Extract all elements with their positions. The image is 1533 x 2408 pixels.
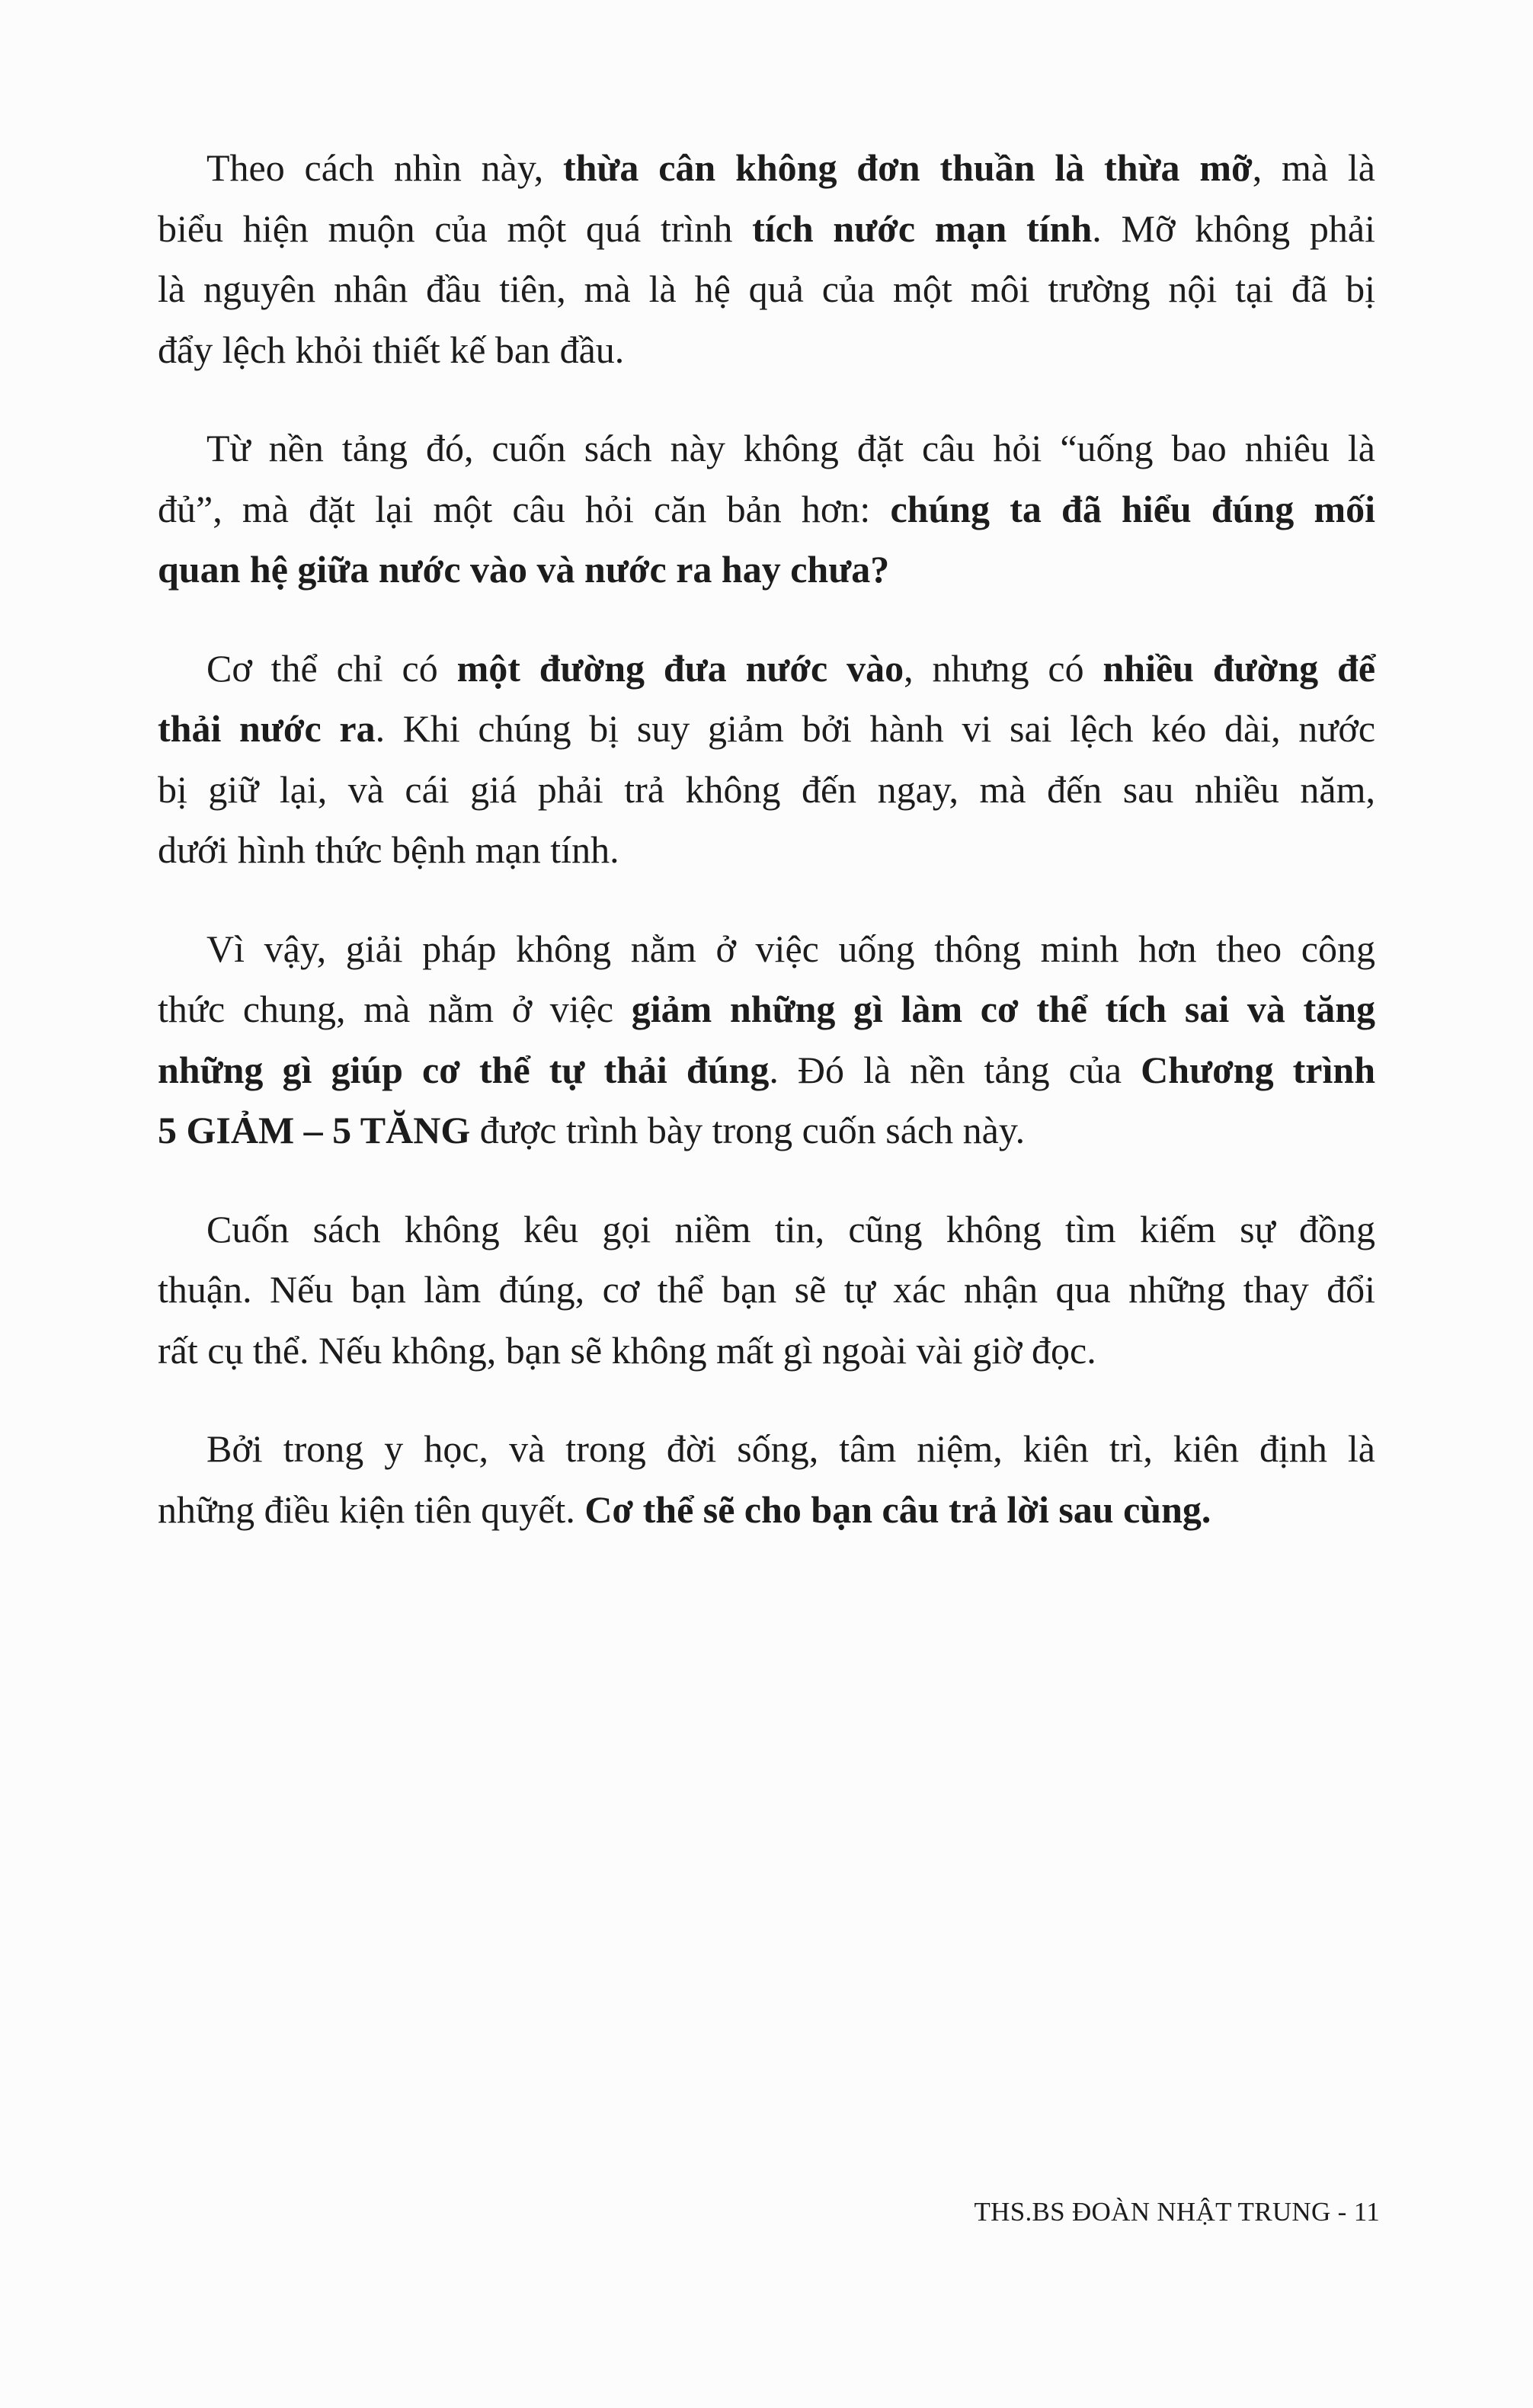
text-line [158, 479, 1375, 540]
text-run: rất cụ thể. Nếu không, bạn sẽ không mất gì ngoài vài giờ đọc. [158, 1328, 1096, 1372]
text-run: . Khi chúng bị suy giảm bởi hành vi sai lệch kéo dài, nước [375, 707, 1376, 750]
text-run: bị giữ lại, và cái giá phải trả không đến ngay, mà đến sau nhiều năm, [158, 767, 1375, 811]
text-run: đủ”, mà đặt lại một câu hỏi căn bản hơn: [158, 487, 891, 530]
bold-text-run: quan hệ giữa nước vào và nước ra hay chưa? [158, 548, 890, 591]
paragraph [158, 418, 1375, 600]
text-run: thuận. Nếu bạn làm đúng, cơ thể bạn sẽ tự xác nhận qua những thay đổi [158, 1268, 1375, 1311]
text-line [158, 639, 1375, 700]
text-line [158, 418, 1375, 479]
bold-text-run: thừa cân không đơn thuần là thừa mỡ [562, 146, 1253, 189]
text-run: , mà là [1252, 146, 1376, 189]
text-line [158, 540, 1375, 600]
text-run: . Mỡ không phải [1092, 207, 1375, 250]
text-line [158, 320, 1375, 381]
paragraph [158, 639, 1375, 881]
bold-text-run: những gì giúp cơ thể tự thải đúng [158, 1048, 770, 1091]
text-line [158, 1100, 1375, 1161]
text-run: Cơ thể chỉ có [206, 646, 457, 690]
footer-separator: - [1337, 2197, 1347, 2227]
text-line [158, 1260, 1375, 1321]
text-line [158, 1321, 1375, 1382]
text-run: được trình bày trong cuốn sách này. [470, 1109, 1026, 1151]
text-run: . Đó là nền tảng của [769, 1048, 1141, 1091]
text-run: Bởi trong y học, và trong đời sống, tâm niệm, kiên trì, kiên định là [206, 1427, 1375, 1470]
author-name: THS.BS ĐOÀN NHẬT TRUNG [974, 2197, 1331, 2227]
text-line [158, 760, 1375, 821]
text-run: , nhưng có [904, 646, 1103, 690]
bold-text-run: Cơ thể sẽ cho bạn câu trả lời sau cùng. [584, 1487, 1211, 1531]
paragraph [158, 1199, 1375, 1382]
text-run: biểu hiện muộn của một quá trình [158, 207, 753, 250]
text-run: Vì vậy, giải pháp không nằm ở việc uống thông minh hơn theo công [206, 927, 1375, 970]
text-line [158, 1419, 1375, 1480]
paragraph [158, 138, 1375, 380]
paragraph [158, 919, 1375, 1161]
text-line [158, 919, 1375, 980]
bold-text-run: một đường đưa nước vào [456, 646, 904, 690]
page-number: 11 [1353, 2197, 1380, 2227]
text-run: Từ nền tảng đó, cuốn sách này không đặt câu hỏi “uống bao nhiêu là [206, 427, 1375, 469]
text-run: đẩy lệch khỏi thiết kế ban đầu. [158, 328, 625, 371]
bold-text-run: 5 GIẢM – 5 TĂNG [158, 1109, 471, 1151]
text-run: Cuốn sách không kêu gọi niềm tin, cũng không tìm kiếm sự đồng [206, 1207, 1375, 1250]
text-run: là nguyên nhân đầu tiên, mà là hệ quả của một môi trường nội tại đã bị [158, 267, 1375, 310]
text-line [158, 979, 1375, 1040]
bold-text-run: chúng ta đã hiểu đúng mối [890, 487, 1375, 530]
text-line [158, 199, 1375, 260]
paragraph [158, 1419, 1375, 1540]
bold-text-run: Chương trình [1141, 1048, 1375, 1091]
bold-text-run: thải nước ra [158, 707, 376, 750]
text-line [158, 259, 1375, 320]
text-line [158, 820, 1375, 881]
text-line [158, 138, 1375, 199]
text-run: dưới hình thức bệnh mạn tính. [158, 828, 619, 871]
text-run: những điều kiện tiên quyết. [158, 1487, 585, 1531]
body-text [158, 138, 1375, 1578]
text-line [158, 1040, 1375, 1101]
text-line [158, 699, 1375, 760]
bold-text-run: giảm những gì làm cơ thể tích sai và tăng [631, 988, 1376, 1030]
bold-text-run: tích nước mạn tính [752, 207, 1093, 250]
text-line [158, 1480, 1375, 1541]
text-line [158, 1199, 1375, 1260]
running-footer [974, 2195, 1380, 2230]
text-run: thức chung, mà nằm ở việc [158, 988, 632, 1030]
text-run: Theo cách nhìn này, [206, 146, 563, 189]
bold-text-run: nhiều đường để [1103, 646, 1376, 690]
